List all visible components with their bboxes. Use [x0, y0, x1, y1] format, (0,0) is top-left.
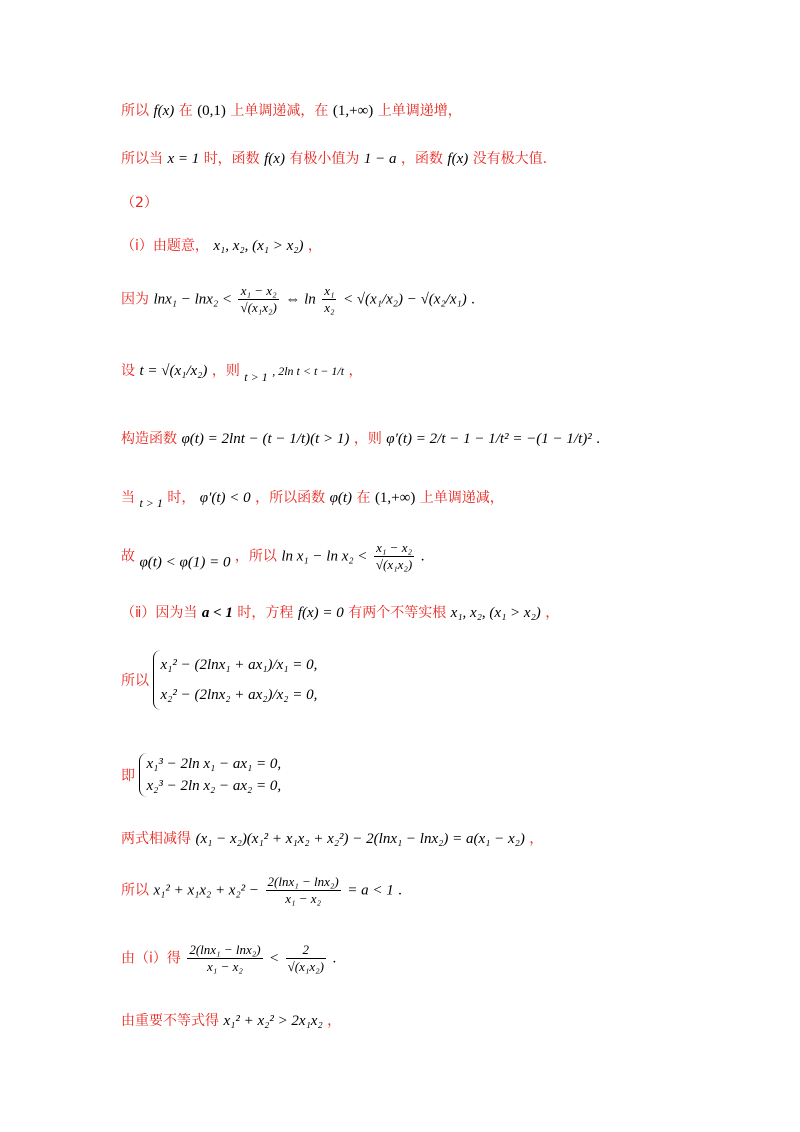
line-15 — [121, 942, 336, 975]
text: 上单调递减， — [419, 490, 504, 506]
math: < √(x₁/x₂) − √(x₂/x₁) — [342, 291, 467, 308]
math: lnx₁ − lnx₂ < — [153, 291, 233, 308]
text: ，函数 — [400, 151, 443, 167]
text: 故 — [121, 548, 135, 565]
math: < — [269, 950, 280, 967]
text: 上单调递减，在 — [230, 103, 329, 119]
line-16 — [121, 1010, 341, 1030]
denominator: √(x₁x₂) — [375, 557, 413, 572]
fraction — [187, 942, 262, 975]
text: 设 — [121, 363, 135, 379]
text: ， — [327, 1013, 342, 1029]
math: ⇔ ln — [285, 291, 316, 308]
math: . — [398, 882, 402, 899]
numerator: x₁ — [324, 283, 335, 298]
math: f(x) = 0 — [297, 605, 344, 621]
text: 因为 — [121, 291, 149, 308]
text: 时， — [167, 490, 196, 506]
line-6 — [121, 360, 363, 385]
math: φ(t) = 2lnt − (t − 1/t)(t > 1) — [181, 431, 350, 447]
equation-row: x₂³ − 2ln x₂ − ax₂ = 0, — [146, 778, 282, 794]
fraction — [374, 540, 414, 573]
math: . — [332, 950, 337, 967]
math: t > 1 — [244, 370, 268, 384]
math: . — [420, 548, 425, 565]
text: （ⅰ）由题意， — [121, 238, 209, 254]
text: ， — [307, 238, 322, 254]
line-11 — [121, 650, 317, 710]
line-2 — [121, 148, 547, 168]
text: 在 — [356, 490, 371, 506]
text: 时，方程 — [237, 605, 294, 621]
text: 由重要不等式得 — [121, 1013, 219, 1029]
text: 所以 — [121, 882, 149, 899]
math: x₁² + x₁x₂ + x₂² − — [153, 882, 260, 899]
equation-system — [139, 753, 281, 797]
equation-row: x₁³ − 2ln x₁ − ax₁ = 0, — [146, 756, 282, 772]
text: 上单调递增， — [377, 103, 462, 119]
line-9 — [121, 540, 424, 573]
line-4 — [121, 235, 322, 255]
text: ，所以 — [234, 548, 277, 565]
math: a < 1 — [201, 605, 233, 621]
text: ，则 — [211, 363, 240, 379]
math: f(x) — [447, 151, 469, 167]
line-7 — [121, 428, 600, 448]
fraction — [322, 283, 336, 316]
math: (1,+∞) — [374, 490, 416, 506]
denominator: √(x₁x₂) — [287, 959, 324, 974]
math: (x₁ − x₂)(x₁² + x₁x₂ + x₂²) − 2(lnx₁ − lnx₂) = a(x₁ − x₂) — [195, 831, 525, 847]
numerator: 2(lnx₁ − lnx₂) — [267, 874, 339, 889]
text: ， — [529, 831, 544, 847]
text: 由（ⅰ）得 — [121, 950, 181, 967]
math: . — [471, 291, 475, 308]
text: 在 — [178, 103, 193, 119]
text: ， — [348, 363, 363, 379]
math: φ′(t) < 0 — [199, 490, 251, 506]
math: t = √(x₁/x₂) — [139, 363, 208, 379]
denominator: x₁ − x₂ — [207, 959, 243, 974]
math: (0,1) — [197, 103, 226, 119]
math: φ′(t) = 2/t − 1 − 1/t² = −(1 − 1/t)² — [386, 431, 592, 447]
text: 即 — [121, 768, 135, 784]
section-label: （2） — [121, 195, 158, 211]
text: 两式相减得 — [121, 831, 191, 847]
equation-row: x₂² − (2lnx₂ + ax₂)/x₂ = 0, — [160, 687, 318, 703]
text: ， — [545, 605, 560, 621]
line-8 — [121, 487, 504, 511]
math: . — [596, 431, 600, 447]
math: x₁, x₂, (x₁ > x₂) — [450, 605, 541, 621]
math: f(x) — [264, 151, 285, 167]
numerator: x₁ − x₂ — [374, 540, 414, 557]
numerator: 2 — [286, 942, 326, 959]
text: 时，函数 — [203, 151, 260, 167]
denominator: x₂ — [324, 300, 335, 315]
math: (1,+∞) — [332, 103, 374, 119]
line-13 — [121, 828, 543, 848]
math: f(x) — [153, 103, 175, 119]
denominator: √(x₁x₂) — [240, 300, 277, 315]
text: ，则 — [353, 431, 382, 447]
text: 所以 — [121, 673, 149, 689]
line-10 — [121, 602, 559, 622]
text: ，所以函数 — [255, 490, 326, 506]
math: φ(t) — [329, 490, 353, 506]
math: = a < 1 — [347, 882, 394, 899]
fraction — [286, 942, 326, 975]
math: , 2ln t < t − 1/t — [272, 364, 345, 378]
line-5 — [121, 283, 475, 316]
text: 当 — [121, 490, 135, 506]
line-3 — [121, 192, 158, 212]
text: 所以当 — [121, 151, 163, 167]
math: ln x₁ − ln x₂ < — [281, 548, 368, 565]
fraction — [266, 874, 341, 907]
text: 没有极大值. — [472, 151, 548, 167]
text: 构造函数 — [121, 431, 177, 447]
math: x₁² + x₂² > 2x₁x₂ — [223, 1013, 323, 1029]
text: 所以 — [121, 103, 149, 119]
equation-row: x₁² − (2lnx₁ + ax₁)/x₁ = 0, — [160, 657, 318, 673]
line-14 — [121, 874, 402, 907]
denominator: x₁ − x₂ — [285, 891, 322, 906]
math: 1 − a — [363, 151, 397, 167]
math: φ(t) < φ(1) = 0 — [139, 554, 231, 571]
math: x = 1 — [167, 151, 200, 167]
equation-system — [153, 650, 317, 710]
line-12 — [121, 753, 281, 797]
math: x₁, x₂, (x₁ > x₂) — [213, 238, 304, 254]
numerator: x₁ − x₂ — [238, 283, 278, 300]
line-1 — [121, 100, 462, 120]
numerator: 2(lnx₁ − lnx₂) — [189, 942, 261, 957]
math: t > 1 — [139, 496, 163, 510]
text: 有两个不等实根 — [348, 605, 447, 621]
text: （ⅱ）因为当 — [121, 605, 198, 621]
fraction — [238, 283, 278, 316]
text: 有极小值为 — [289, 151, 360, 167]
